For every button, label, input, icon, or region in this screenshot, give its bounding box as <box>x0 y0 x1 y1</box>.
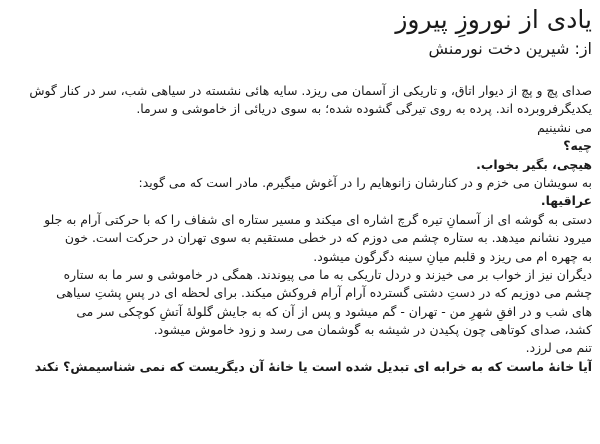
dialogue-line: هیچی، بگیر بخواب. <box>476 156 592 172</box>
article-author: از: شیرین دخت نورمنش <box>428 39 592 58</box>
paragraph-line: می نشینیم <box>537 119 592 135</box>
article-title: یادی از نوروزِ پیروز <box>395 5 592 34</box>
paragraph-line: به سویشان می خزم و در کنارشان زانوهایم را در آغوش میگیرم. مادر است که می گوید: <box>138 174 592 190</box>
paragraph-line: میرود نشانم میدهد. به ستاره چشم می دوزم که در خطی مستقیم به سوی تهران در حرکت است. خون <box>64 230 592 246</box>
paragraph-line: یکدیگرفروبرده اند. پرده به روی تیرگی گشوده شده؛ به سوی دریائی از خاموشی و سرما. <box>136 101 592 117</box>
paragraph-line: به چهره ام می ریزد و قلبم میانِ سینه دگرگون میشود. <box>313 248 592 264</box>
paragraph-line: چشم می دوزیم که در دستِ دشتی گسترده آرام آرام فروکش میکند. برای لحظه ای در پسِ پشتِ سیاهی <box>56 285 592 301</box>
paragraph-line: تنم می لرزد. <box>525 340 592 356</box>
paragraph-line: دیگران نیز از خواب بر می خیزند و دردل تاریکی به ما می پیوندند. همگی در خاموشی و سر ما به ستاره <box>63 266 592 282</box>
paragraph-line: آیا خانهٔ ماست که به خرابه ای تبدیل شده است یا خانهٔ آن دیگریست که نمی شناسیمش؟ نکند <box>34 358 592 374</box>
dialogue-line: عراقیها. <box>540 193 592 209</box>
paragraph-line: کشد، صدای کوتاهی چون پکیدن در شیشه به گوشمان می رسد و زود خاموش میشود. <box>153 322 592 338</box>
article-body <box>8 82 592 376</box>
paragraph-line: صدای پچ و پچ از دیوار اتاق، و تاریکی از آسمان می ریزد. سایه هائی نشسته در سیاهی شب، سر در کنار گوش <box>29 83 592 98</box>
dialogue-line: چیه؟ <box>563 138 592 154</box>
paragraph-line: دستی به گوشه ای از آسمانِ تیره گرچ اشاره ای میکند و مسیر ستاره ای شفاف را که با حرکتی آرام به جلو <box>44 211 592 227</box>
paragraph-line: های شب و در افقِ شهرِ من - تهران - گم میشود و پس از آن که به جایش گلولهٔ آتشِ کوچکی سر می <box>76 303 592 319</box>
